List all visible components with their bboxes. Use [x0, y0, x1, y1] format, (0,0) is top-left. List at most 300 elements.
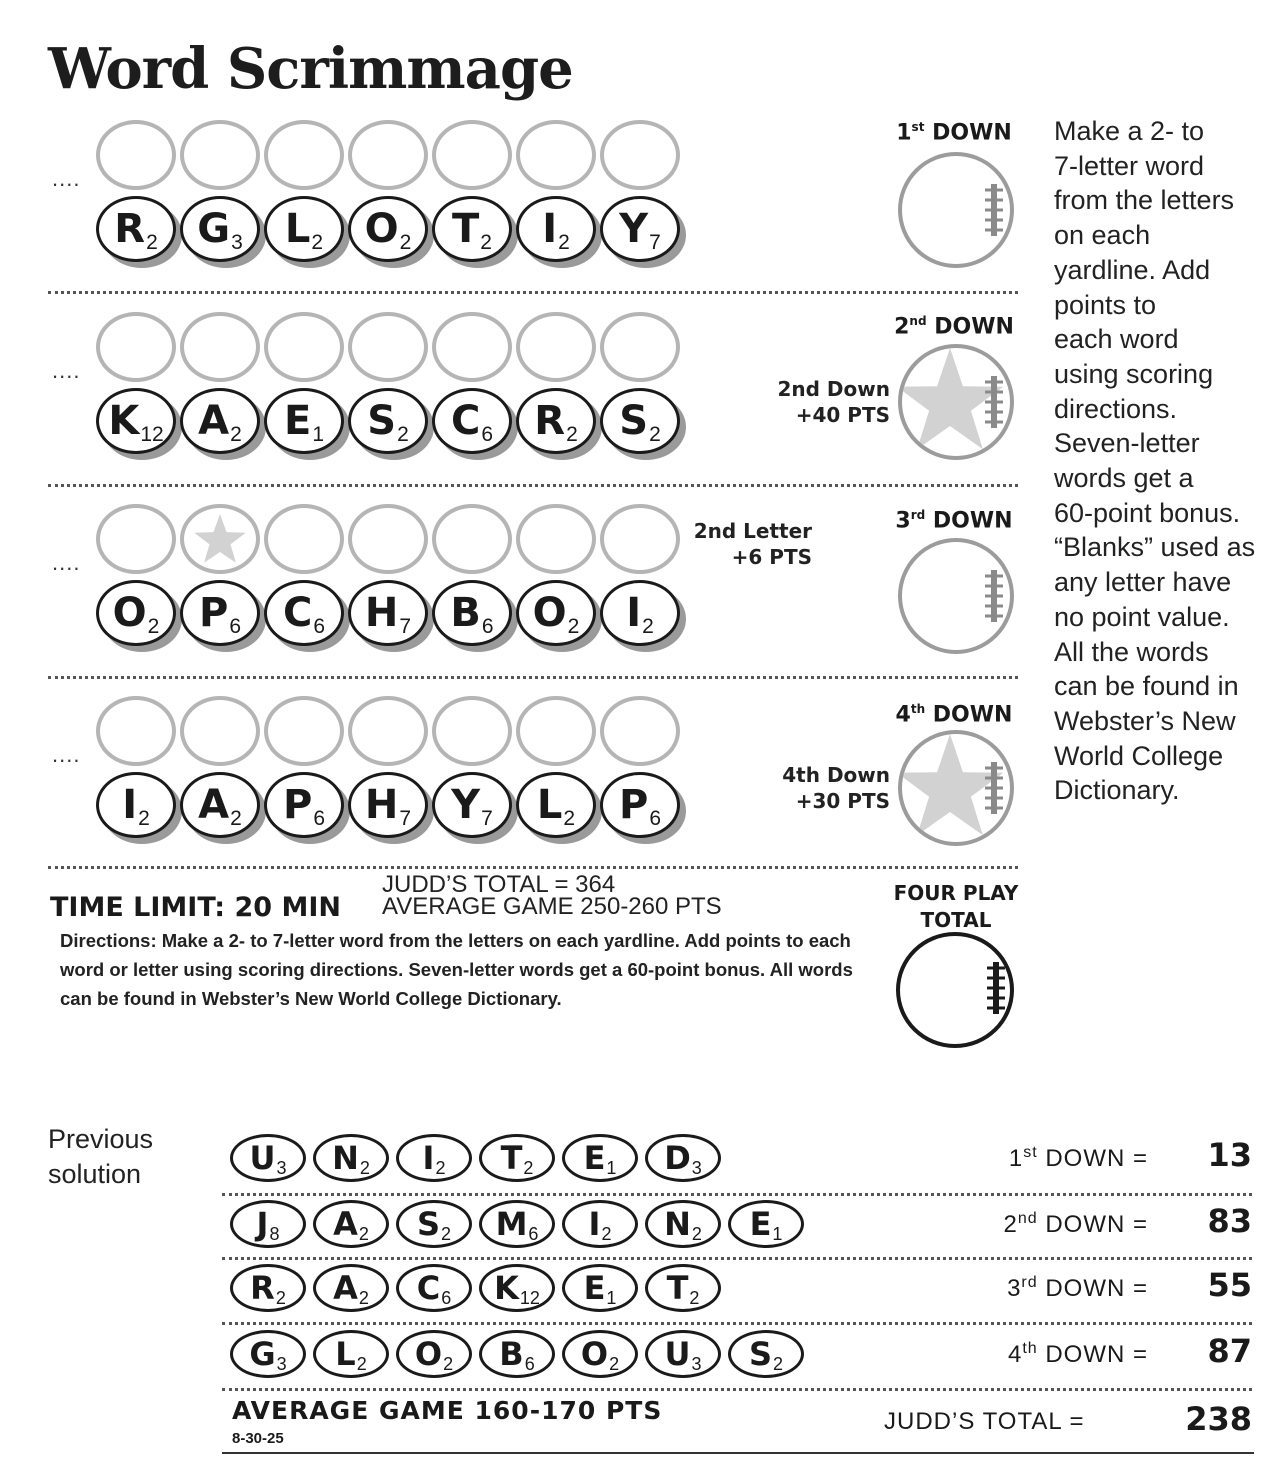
tile-points: 2	[567, 615, 580, 638]
solution-tile	[230, 1134, 306, 1182]
tile-letter: S	[367, 398, 397, 444]
solution-down-label	[1007, 1274, 1148, 1303]
tile-letter: L	[335, 1335, 356, 1373]
solution-divider	[222, 1322, 1252, 1325]
tile-face	[348, 772, 428, 838]
down-ordinal: nd	[1017, 1210, 1038, 1227]
tile-points: 2	[773, 1353, 784, 1374]
directions-text: Directions: Make a 2- to 7-letter word from the letters on each yardline. Add points to each word or letter using scoring directions. Seven-letter words get a 60-point bonus. All words can be found in Webster’s New World College Dictionary.	[60, 930, 853, 1009]
tile-points: 2	[642, 615, 654, 638]
tile-letter: S	[416, 1205, 441, 1243]
down-text: DOWN =	[1045, 1275, 1148, 1302]
down-label-4	[884, 702, 1024, 727]
tile-letter: D	[664, 1139, 691, 1177]
tile-letter: L	[536, 782, 563, 828]
solution-tile	[230, 1200, 306, 1248]
letter-tile[interactable]	[516, 196, 602, 268]
tile-face	[432, 772, 512, 838]
tile-face	[96, 388, 176, 454]
tile-points: 7	[481, 807, 493, 830]
sidebar-line: 60-point bonus.	[1054, 497, 1241, 528]
down-ordinal: st	[1023, 1144, 1038, 1161]
letter-tile[interactable]	[432, 772, 518, 844]
letter-tile[interactable]	[348, 580, 434, 652]
letter-tile[interactable]	[180, 580, 266, 652]
solution-tile	[396, 1200, 472, 1248]
tile-points: 12	[519, 1287, 540, 1308]
tile-points: 2	[691, 1223, 702, 1244]
tile-points: 7	[649, 231, 661, 254]
tile-letter: I	[626, 590, 642, 636]
average-game-line: AVERAGE GAME 250-260 PTS	[382, 893, 722, 920]
tile-letter: N	[332, 1139, 359, 1177]
tile-points: 2	[566, 423, 578, 446]
solution-divider	[222, 1193, 1252, 1196]
tile-letter: Y	[619, 206, 649, 252]
tile-letter: E	[583, 1139, 606, 1177]
tile-letter: B	[499, 1335, 524, 1373]
letter-tile[interactable]	[96, 196, 182, 268]
tile-points: 2	[358, 1223, 369, 1244]
tile-points: 1	[606, 1287, 617, 1308]
tile-points: 2	[230, 807, 242, 830]
answer-blank[interactable]	[264, 696, 344, 766]
tile-points: 3	[276, 1353, 287, 1374]
down-ordinal: nd	[909, 314, 927, 328]
football-icon	[902, 734, 1010, 842]
solution-tile	[396, 1264, 472, 1312]
tile-face	[348, 388, 428, 454]
sidebar-line: each word	[1054, 324, 1179, 355]
tile-points: 2	[138, 807, 150, 830]
letter-tile[interactable]	[600, 772, 686, 844]
tile-letter: K	[108, 398, 140, 444]
answer-blank[interactable]	[600, 696, 680, 766]
tile-letter: U	[664, 1335, 691, 1373]
tile-points: 2	[435, 1157, 446, 1178]
tile-letter: A	[333, 1269, 358, 1307]
letter-tile[interactable]	[432, 580, 518, 652]
tile-face	[264, 196, 344, 262]
four-play-total-ball[interactable]	[896, 932, 1014, 1048]
answer-blank[interactable]	[432, 696, 512, 766]
answer-blank[interactable]	[348, 696, 428, 766]
yardline-divider	[48, 484, 1018, 487]
tile-points: 7	[399, 807, 412, 830]
tile-letter: C	[282, 590, 313, 636]
letter-tile[interactable]	[516, 772, 602, 844]
letter-tile[interactable]	[348, 388, 434, 460]
previous-average-game: AVERAGE GAME 160-170 PTS	[232, 1396, 663, 1425]
tile-points: 6	[528, 1223, 539, 1244]
football-icon	[900, 936, 1010, 1044]
tile-letter: O	[112, 590, 147, 636]
answer-blank[interactable]	[348, 312, 428, 382]
tile-points: 7	[399, 615, 412, 638]
down-number: 1	[1008, 1145, 1024, 1172]
down-score-ball-2[interactable]	[898, 344, 1014, 460]
letter-tile[interactable]	[348, 196, 434, 268]
letter-tile[interactable]	[600, 196, 686, 268]
tile-points: 3	[691, 1353, 702, 1374]
tile-letter: G	[197, 206, 231, 252]
letter-tile[interactable]	[600, 580, 686, 652]
answer-blank[interactable]	[96, 120, 176, 190]
tile-face	[180, 772, 260, 838]
football-icon	[902, 542, 1010, 650]
solution-tile	[230, 1264, 306, 1312]
tile-points: 2	[601, 1223, 612, 1244]
down-number: 2	[1003, 1211, 1018, 1238]
solution-tile	[728, 1200, 804, 1248]
tile-points: 6	[481, 615, 494, 638]
answer-blank[interactable]	[516, 120, 596, 190]
down-number: 4	[1007, 1341, 1023, 1368]
sidebar-line: Webster’s New	[1054, 705, 1236, 736]
tile-letter: H	[364, 782, 399, 828]
letter-tile[interactable]	[180, 772, 266, 844]
tile-letter: G	[249, 1335, 276, 1373]
bonus-line2: +30 PTS	[795, 789, 890, 813]
tile-points: 2	[356, 1353, 367, 1374]
tile-letter: A	[198, 398, 230, 444]
tile-letter: K	[494, 1269, 519, 1307]
answer-blank[interactable]	[180, 696, 260, 766]
tile-points: 1	[772, 1223, 783, 1244]
letter-tile[interactable]	[264, 196, 350, 268]
bonus-line2: +6 PTS	[731, 545, 812, 569]
down-number: 3	[895, 508, 911, 534]
tile-points: 2	[275, 1287, 286, 1308]
down-word: DOWN	[932, 508, 1013, 534]
tile-letter: A	[198, 782, 230, 828]
bonus-note-3	[692, 518, 812, 570]
tile-letter: A	[333, 1205, 358, 1243]
letter-tile[interactable]	[96, 772, 182, 844]
tile-letter: Y	[451, 782, 481, 828]
tile-face	[348, 196, 428, 262]
tile-letter: L	[284, 206, 311, 252]
tile-points: 3	[276, 1157, 287, 1178]
tile-letter: O	[364, 206, 399, 252]
down-number: 3	[1007, 1275, 1022, 1302]
tile-letter: H	[364, 590, 399, 636]
previous-total-score: 238	[1185, 1400, 1252, 1438]
letter-tile[interactable]	[432, 196, 518, 268]
tile-face	[96, 196, 176, 262]
sidebar-line: World College	[1054, 740, 1224, 771]
down-score-ball-3[interactable]	[898, 538, 1014, 654]
tile-letter: R	[114, 206, 146, 252]
tile-face	[516, 772, 596, 838]
down-number: 2	[894, 314, 910, 340]
tile-face	[600, 772, 680, 838]
tile-points: 2	[146, 231, 158, 254]
judd-total-block	[382, 871, 722, 920]
tile-letter: O	[580, 1335, 609, 1373]
tile-points: 6	[524, 1353, 535, 1374]
tile-points: 2	[523, 1157, 534, 1178]
tile-points: 2	[558, 231, 570, 254]
four-play-label-line2: TOTAL	[920, 908, 992, 932]
bonus-line2: +40 PTS	[795, 403, 890, 427]
letter-tile[interactable]	[264, 580, 350, 652]
tile-face	[96, 580, 176, 646]
sidebar-line: All the words	[1054, 636, 1209, 667]
answer-blank[interactable]	[516, 312, 596, 382]
tile-letter: I	[588, 1205, 601, 1243]
letter-tile[interactable]	[600, 388, 686, 460]
letter-tile[interactable]	[264, 388, 350, 460]
tile-points: 2	[609, 1353, 620, 1374]
down-text: DOWN =	[1045, 1211, 1148, 1238]
solution-down-label	[1004, 1210, 1149, 1239]
previous-label-line1: Previous	[48, 1124, 154, 1154]
tile-face	[264, 580, 344, 646]
solution-tile	[728, 1330, 804, 1378]
solution-tile	[645, 1200, 721, 1248]
answer-blank[interactable]	[264, 120, 344, 190]
tile-points: 2	[397, 423, 409, 446]
letter-tile[interactable]	[264, 772, 350, 844]
tile-letter: S	[619, 398, 649, 444]
tile-letter: E	[283, 398, 312, 444]
solution-divider	[222, 1257, 1252, 1260]
tile-face	[600, 580, 680, 646]
tile-letter: I	[542, 206, 558, 252]
solution-tile	[479, 1200, 555, 1248]
sidebar-instructions	[1054, 114, 1276, 808]
answer-blank[interactable]	[96, 312, 176, 382]
tile-letter: O	[414, 1335, 443, 1373]
down-score-ball-1[interactable]	[898, 152, 1014, 268]
tile-letter: E	[583, 1269, 606, 1307]
yardline-row-1	[48, 114, 1018, 304]
tile-letter: M	[495, 1205, 528, 1243]
yardline-divider	[48, 291, 1018, 294]
tile-points: 3	[691, 1157, 702, 1178]
tile-points: 2	[358, 1287, 369, 1308]
tile-letter: T	[666, 1269, 689, 1307]
down-ordinal: rd	[1021, 1274, 1038, 1291]
down-text: DOWN =	[1045, 1145, 1148, 1172]
tile-points: 2	[689, 1287, 700, 1308]
solution-tile	[313, 1264, 389, 1312]
solution-tile	[562, 1200, 638, 1248]
answer-blank[interactable]	[96, 696, 176, 766]
down-word: DOWN	[932, 120, 1012, 146]
tile-points: 2	[649, 423, 661, 446]
tile-letter: P	[618, 782, 649, 828]
tile-face	[516, 580, 596, 646]
sidebar-line: no point value.	[1054, 601, 1230, 632]
down-label-1	[884, 120, 1024, 145]
answer-blank-bonus-star[interactable]	[180, 504, 260, 574]
solution-tile	[562, 1134, 638, 1182]
answer-blank[interactable]	[96, 504, 176, 574]
solution-down-label	[1008, 1340, 1148, 1369]
solution-score: 87	[1207, 1332, 1252, 1370]
tile-face	[516, 196, 596, 262]
row-marker: ....	[52, 166, 81, 191]
previous-date: 8-30-25	[232, 1430, 284, 1447]
down-number: 4	[895, 702, 911, 728]
solution-tile	[313, 1200, 389, 1248]
tile-face	[600, 196, 680, 262]
answer-blank[interactable]	[516, 504, 596, 574]
tile-letter: E	[749, 1205, 772, 1243]
tile-letter: T	[452, 206, 480, 252]
down-ordinal: st	[911, 120, 925, 134]
tile-points: 6	[313, 807, 325, 830]
answer-blank[interactable]	[516, 696, 596, 766]
tile-face	[348, 580, 428, 646]
bonus-note-4	[770, 762, 890, 814]
tile-points: 6	[649, 807, 661, 830]
tile-face	[600, 388, 680, 454]
solution-tile	[396, 1330, 472, 1378]
tile-letter: T	[500, 1139, 523, 1177]
tile-letter: P	[198, 590, 229, 636]
four-play-label-line1: FOUR PLAY	[893, 881, 1019, 905]
solution-row-4	[222, 1330, 1252, 1392]
tile-points: 3	[231, 231, 243, 254]
letter-tile[interactable]	[348, 772, 434, 844]
solution-divider	[222, 1388, 1252, 1391]
bonus-line1: 2nd Letter	[693, 519, 812, 543]
tile-face	[432, 196, 512, 262]
tile-letter: U	[249, 1139, 276, 1177]
answer-blank[interactable]	[600, 312, 680, 382]
tile-face	[264, 772, 344, 838]
letter-tile[interactable]	[96, 388, 182, 460]
sidebar-line: directions.	[1054, 393, 1178, 424]
tile-points: 1	[606, 1157, 617, 1178]
puzzle-title: Word Scrimmage	[48, 36, 573, 102]
bonus-line1: 2nd Down	[777, 377, 890, 401]
solution-score: 83	[1207, 1202, 1252, 1240]
tile-letter: C	[416, 1269, 441, 1307]
yardline-divider	[48, 676, 1018, 679]
previous-label-line2: solution	[48, 1159, 142, 1189]
bottom-rule	[222, 1452, 1254, 1454]
solution-tile	[230, 1330, 306, 1378]
sidebar-line: on each	[1054, 220, 1151, 251]
tile-face	[180, 580, 260, 646]
tile-face	[264, 388, 344, 454]
tile-letter: P	[282, 782, 313, 828]
answer-blank[interactable]	[180, 312, 260, 382]
tile-face	[432, 388, 512, 454]
letter-tile[interactable]	[516, 580, 602, 652]
solution-tile	[562, 1330, 638, 1378]
answer-blank[interactable]	[432, 312, 512, 382]
previous-solution-label	[48, 1122, 153, 1192]
letter-tile[interactable]	[432, 388, 518, 460]
answer-blank[interactable]	[432, 120, 512, 190]
solution-tile	[479, 1264, 555, 1312]
answer-blank[interactable]	[600, 504, 680, 574]
tile-letter: R	[250, 1269, 275, 1307]
tile-points: 1	[312, 423, 324, 446]
tile-points: 2	[147, 615, 160, 638]
letter-tile[interactable]	[96, 580, 182, 652]
down-word: DOWN	[932, 702, 1013, 728]
solution-score: 55	[1207, 1266, 1252, 1304]
sidebar-line: points to	[1054, 289, 1157, 320]
tile-letter: I	[422, 1139, 435, 1177]
tile-letter: B	[450, 590, 481, 636]
answer-blank[interactable]	[432, 504, 512, 574]
tile-letter: J	[256, 1205, 269, 1243]
answer-blank[interactable]	[348, 120, 428, 190]
down-ordinal: th	[1022, 1340, 1038, 1357]
tile-points: 6	[229, 615, 241, 638]
solution-tile	[645, 1330, 721, 1378]
answer-blank[interactable]	[600, 120, 680, 190]
sidebar-line: words get a	[1054, 463, 1194, 494]
row-marker: ....	[52, 742, 81, 767]
solution-down-label	[1009, 1144, 1148, 1173]
tile-face	[516, 388, 596, 454]
sidebar-line: can be found in	[1054, 671, 1239, 702]
answer-blank[interactable]	[264, 312, 344, 382]
down-score-ball-4[interactable]	[898, 730, 1014, 846]
football-icon	[902, 348, 1010, 456]
tile-points: 2	[441, 1223, 452, 1244]
down-label-3	[884, 508, 1024, 533]
solution-score: 13	[1207, 1136, 1252, 1174]
previous-total-label: JUDD’S TOTAL =	[884, 1408, 1085, 1435]
down-ordinal: th	[910, 702, 926, 716]
tile-points: 2	[399, 231, 412, 254]
letter-tile[interactable]	[516, 388, 602, 460]
solution-row-1	[222, 1134, 1252, 1196]
down-number: 1	[896, 120, 912, 146]
letter-tile[interactable]	[180, 196, 266, 268]
tile-points: 2	[230, 423, 242, 446]
solution-tile	[562, 1264, 638, 1312]
tile-points: 8	[269, 1223, 280, 1244]
star-icon	[188, 511, 252, 567]
answer-blank[interactable]	[180, 120, 260, 190]
solution-tile	[645, 1264, 721, 1312]
tile-face	[180, 196, 260, 262]
solution-tile	[313, 1134, 389, 1182]
sidebar-line: from the letters	[1054, 185, 1235, 216]
answer-blank[interactable]	[348, 504, 428, 574]
tile-face	[96, 772, 176, 838]
down-text: DOWN =	[1045, 1341, 1148, 1368]
football-icon	[902, 156, 1010, 264]
four-play-total-label	[884, 880, 1028, 934]
time-limit: TIME LIMIT: 20 MIN	[50, 892, 341, 923]
tile-points: 6	[481, 423, 494, 446]
answer-blank[interactable]	[264, 504, 344, 574]
tile-face	[180, 388, 260, 454]
tile-points: 2	[443, 1353, 454, 1374]
sidebar-line: Seven-letter	[1054, 428, 1200, 459]
tile-points: 2	[359, 1157, 370, 1178]
tile-letter: C	[450, 398, 481, 444]
sidebar-line: any letter have	[1054, 567, 1232, 598]
sidebar-line: Make a 2- to	[1054, 116, 1205, 146]
letter-tile[interactable]	[180, 388, 266, 460]
yardline-divider	[48, 866, 1018, 869]
tile-points: 2	[480, 231, 492, 254]
tile-points: 6	[313, 615, 326, 638]
down-label-2	[884, 314, 1024, 339]
